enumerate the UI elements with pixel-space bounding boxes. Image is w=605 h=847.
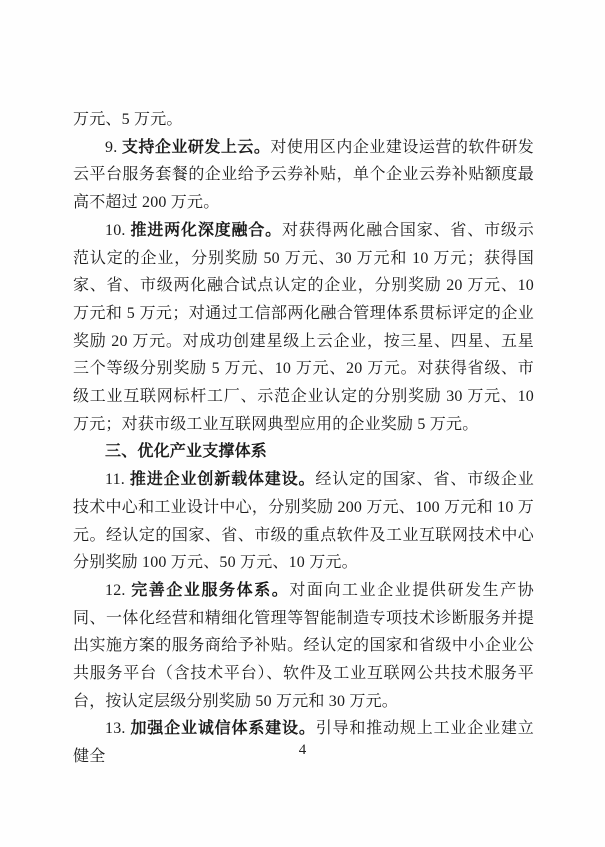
- para-item-10: [73, 217, 534, 439]
- text-run-bold: 支持企业研发上云。: [121, 138, 271, 156]
- page-number: 4: [298, 742, 307, 758]
- text-run: 9.: [105, 138, 122, 156]
- text-run: 对面向工业企业提供研发生产协同、一体化经营和精细化管理等智能制造专项技术诊断服务并提出实施方案的服务商给予补贴。经认定的国家和省级中小企业公共服务平台（含技术平台）、软件及工业互联网公共技术服务平台，按认定层级分别奖励 50 万元和 30 万元。: [73, 581, 534, 710]
- para-continuation: [73, 106, 534, 134]
- text-run: 10.: [105, 221, 131, 239]
- text-run: 引导和推动规上工业企业建立健全: [73, 720, 534, 766]
- section-heading-3: [73, 438, 534, 466]
- page-footer: [0, 742, 605, 759]
- text-run: 13.: [105, 720, 131, 738]
- text-run: 对获得两化融合国家、省、市级示范认定的企业，分别奖励 50 万元、30 万元和 10 万元；获得国家、省、市级两化融合试点认定的企业，分别奖励 20 万元、10 万元和 5 万元；对通过工信部两化融合管理体系贯标评定的企业奖励 20 万元。对成功创建星级上云企业，按三星、四星、五星三个等级分别奖励 5 万元、10 万元、20 万元。对获得省级、市级工业互联网标杆工厂、示范企业认定的分别奖励 30 万元、10 万元；对获市级工业互联网典型应用的企业奖励 5 万元。: [73, 221, 534, 433]
- text-run: 对使用区内企业建设运营的软件研发云平台服务套餐的企业给予云券补贴，单个企业云券补贴额度最高不超过 200 万元。: [73, 138, 535, 212]
- text-run-bold: 加强企业诚信体系建设。: [130, 720, 316, 738]
- text-run: 经认定的国家、省、市级企业技术中心和工业设计中心，分别奖励 200 万元、100 万元和 10 万元。经认定的国家、省、市级的重点软件及工业互联网技术中心分别奖励 100 万元、50 万元、10 万元。: [73, 471, 534, 572]
- text-run: 12.: [105, 581, 132, 599]
- para-item-12: [73, 577, 534, 716]
- text-run-bold: 推进两化深度融合。: [130, 221, 283, 239]
- document-body: [73, 106, 534, 771]
- text-run: 万元、5 万元。: [73, 111, 183, 128]
- text-run-bold: 推进企业创新载体建设。: [129, 471, 316, 489]
- text-run-bold: 三、优化产业支撑体系: [105, 443, 268, 461]
- para-item-11: [73, 466, 534, 577]
- para-item-9: [73, 134, 534, 217]
- text-run: 11.: [105, 471, 130, 489]
- text-run-bold: 完善企业服务体系。: [131, 581, 290, 599]
